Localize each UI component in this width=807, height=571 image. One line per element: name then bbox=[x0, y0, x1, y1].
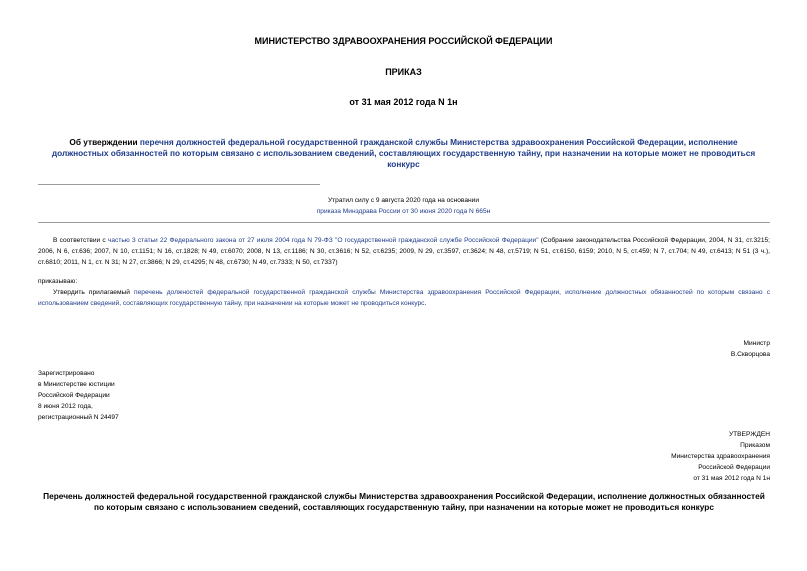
approval-line: Министерства здравоохранения bbox=[671, 453, 770, 460]
divider-short bbox=[38, 184, 320, 185]
status-line: Утратил силу с 9 августа 2020 года на основании bbox=[327, 197, 480, 204]
preamble-paragraph bbox=[38, 235, 770, 268]
doc-date: от 31 мая 2012 года N 1н bbox=[349, 97, 458, 107]
order-word: приказываю: bbox=[38, 278, 78, 285]
approval-line: УТВЕРЖДЕН bbox=[728, 431, 770, 438]
approval-block bbox=[520, 429, 770, 484]
registration-line: Российской Федерации bbox=[38, 392, 110, 399]
preamble-prefix: В соответствии с bbox=[53, 237, 108, 244]
approve-end: . bbox=[424, 300, 427, 307]
preamble-rest: (Собрание законодательства Российской Федерации, 2004, N 31, ст.3215; 2006, N 6, ст.636; 2007, N 10, ст.1151; N 16, ст.1828; N 49, ст.6070; 2008, N 13, ст.1186; N 30, ст.3616; N 52, ст.6235; 2009, N 29, ст.3597, ст.3624; N 48, ст.5719; N 51, ст.6150, 6159; 2010, N 5, ст.459; N 7, ст.704; N 49, ст.6413; N 51 (3 ч.), ст.6810; 2011, N 1, ст. N 31; N 27, ст.3866; N 29, ст.4295; N 48, ст.6730; N 49, ст.7333; N 50, ст.7337) bbox=[38, 237, 770, 266]
registration-line: 8 июня 2012 года, bbox=[38, 403, 93, 410]
registration-line: регистрационный N 24497 bbox=[38, 414, 119, 421]
ministry-heading: МИНИСТЕРСТВО ЗДРАВООХРАНЕНИЯ РОССИЙСКОЙ ФЕДЕРАЦИИ bbox=[254, 36, 553, 46]
approve-link[interactable]: перечень должностей федеральной государственной гражданской службы Министерства здравоохранения Российской Федерации, исполнение должностных обязанностей по которым связано с использованием сведений, составляющих государственную тайну, при назначении на которые может не проводиться конкурс bbox=[38, 289, 770, 307]
document-title bbox=[40, 137, 767, 170]
list-title: Перечень должностей федеральной государственной гражданской службы Министерства здравоохранения Российской Федерации, исполнение должностных обязанностей по которым связано с использованием сведений, составляющих государственную тайну, при назначении на которые может не проводиться конкурс bbox=[43, 491, 765, 512]
title-link[interactable]: перечня должностей федеральной государственной гражданской службы Министерства здравоохранения Российской Федерации, исполнение должностных обязанностей по которым связано с использованием сведений, составляющих государственную тайну, при назначении на которые может не проводиться конкурс bbox=[51, 137, 756, 169]
registration-block bbox=[38, 368, 288, 423]
approval-line: Российской Федерации bbox=[698, 464, 770, 471]
approve-paragraph bbox=[38, 287, 770, 309]
registration-line: Зарегистрировано bbox=[38, 370, 95, 377]
approval-line: Приказом bbox=[740, 442, 770, 449]
registration-line: в Министерстве юстиции bbox=[38, 381, 115, 388]
divider-long bbox=[38, 222, 770, 223]
signature-name: В.Скворцова bbox=[730, 351, 770, 358]
doc-type-heading: ПРИКАЗ bbox=[385, 67, 422, 77]
signature-position: Министр bbox=[743, 340, 770, 347]
approve-prefix: Утвердить прилагаемый bbox=[53, 289, 135, 296]
title-prefix: Об утверждении bbox=[69, 137, 140, 147]
law-link[interactable]: частью 3 статьи 22 Федерального закона от 27 июля 2004 года N 79-ФЗ "О государственной гражданской службе Российской Федерации" bbox=[107, 237, 539, 244]
status-link[interactable]: приказа Минздрава России от 30 июня 2020 года N 665н bbox=[316, 208, 491, 215]
approval-line: от 31 мая 2012 года N 1н bbox=[693, 475, 770, 482]
